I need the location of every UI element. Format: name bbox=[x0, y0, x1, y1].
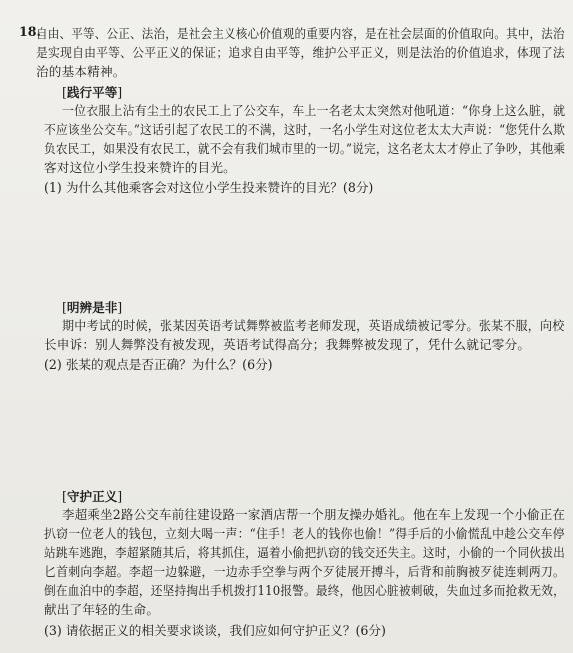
section1-line-1: 一位衣服上沾有尘土的农民工上了公交车，车上一名老太太突然对他吼道：“你身上这么脏，就 bbox=[62, 103, 566, 118]
section3-line-6: 献出了年轻的生命。 bbox=[44, 602, 160, 617]
intro-line-1: 自由、平等、公正、法治，是社会主义核心价值观的重要内容，是在社会层面的价值取向。其中，法治 bbox=[36, 26, 565, 41]
section1-heading-text: 践行平等 bbox=[66, 85, 118, 100]
section-heading-distinguish-right-wrong: [明辨是非] bbox=[62, 300, 123, 315]
section1-line-3: 负农民工，如果没有农民工，就不会有我们城市里的一切。”说完，这名老太太才停止了争吵，其他乘 bbox=[44, 141, 566, 156]
section-heading-guard-justice: [守护正义] bbox=[62, 489, 123, 504]
section3-line-2: 扒窃一位老人的钱包，立刻大喝一声：“住手！老人的钱你也偷！”得手后的小偷慌乱中趁公交车停 bbox=[44, 526, 565, 541]
section2-line-2: 长申诉：别人舞弊没有被发现，英语考试得高分；我舞弊被发现了，凭什么就记零分。 bbox=[44, 337, 531, 352]
question-2: (2) 张某的观点是否正确？为什么？(6分) bbox=[44, 357, 273, 372]
section2-line-1: 期中考试的时候，张某因英语考试舞弊被监考老师发现，英语成绩被记零分。张某不服，向校 bbox=[62, 318, 565, 333]
intro-line-2: 是实现自由平等、公平正义的保证；追求自由平等，维护公平正义，则是法治的价值追求，体现了法 bbox=[36, 45, 565, 60]
section2-heading-text: 明辨是非 bbox=[66, 300, 118, 315]
intro-line-3: 治的基本精神。 bbox=[36, 64, 126, 79]
section3-line-3: 站跳车逃跑，李超紧随其后，将其抓住，逼着小偷把扒窃的钱交还失主。这时，小偷的一个同伙拔出 bbox=[44, 545, 565, 560]
section3-line-4: 匕首刺向李超。李超一边躲避，一边赤手空拳与两个歹徒展开搏斗，后背和前胸被歹徒连刺两刀。 bbox=[44, 564, 566, 579]
question-number: 18. bbox=[19, 24, 41, 39]
section3-heading-text: 守护正义 bbox=[66, 489, 118, 504]
section1-line-4: 客对这位小学生投来赞许的目光。 bbox=[44, 160, 236, 175]
section3-line-5: 倒在血泊中的李超，还坚持掏出手机拨打110报警。最终，他因心脏被刺破，失血过多而抢救无效， bbox=[44, 583, 565, 598]
section1-line-2: 不应该坐公交车。”这话引起了农民工的不满，这时，一名小学生对这位老太太大声说：“您凭什么欺 bbox=[44, 122, 566, 137]
section3-line-1: 李超乘坐2路公交车前往建设路一家酒店帮一个朋友操办婚礼。他在车上发现一个小偷正在 bbox=[62, 507, 566, 522]
question-3: (3) 请依据正义的相关要求谈谈，我们应如何守护正义？(6分) bbox=[44, 623, 386, 638]
question-1: (1) 为什么其他乘客会对这位小学生投来赞许的目光？(8分) bbox=[44, 180, 374, 195]
section-heading-practice-equality: [践行平等] bbox=[62, 85, 123, 100]
